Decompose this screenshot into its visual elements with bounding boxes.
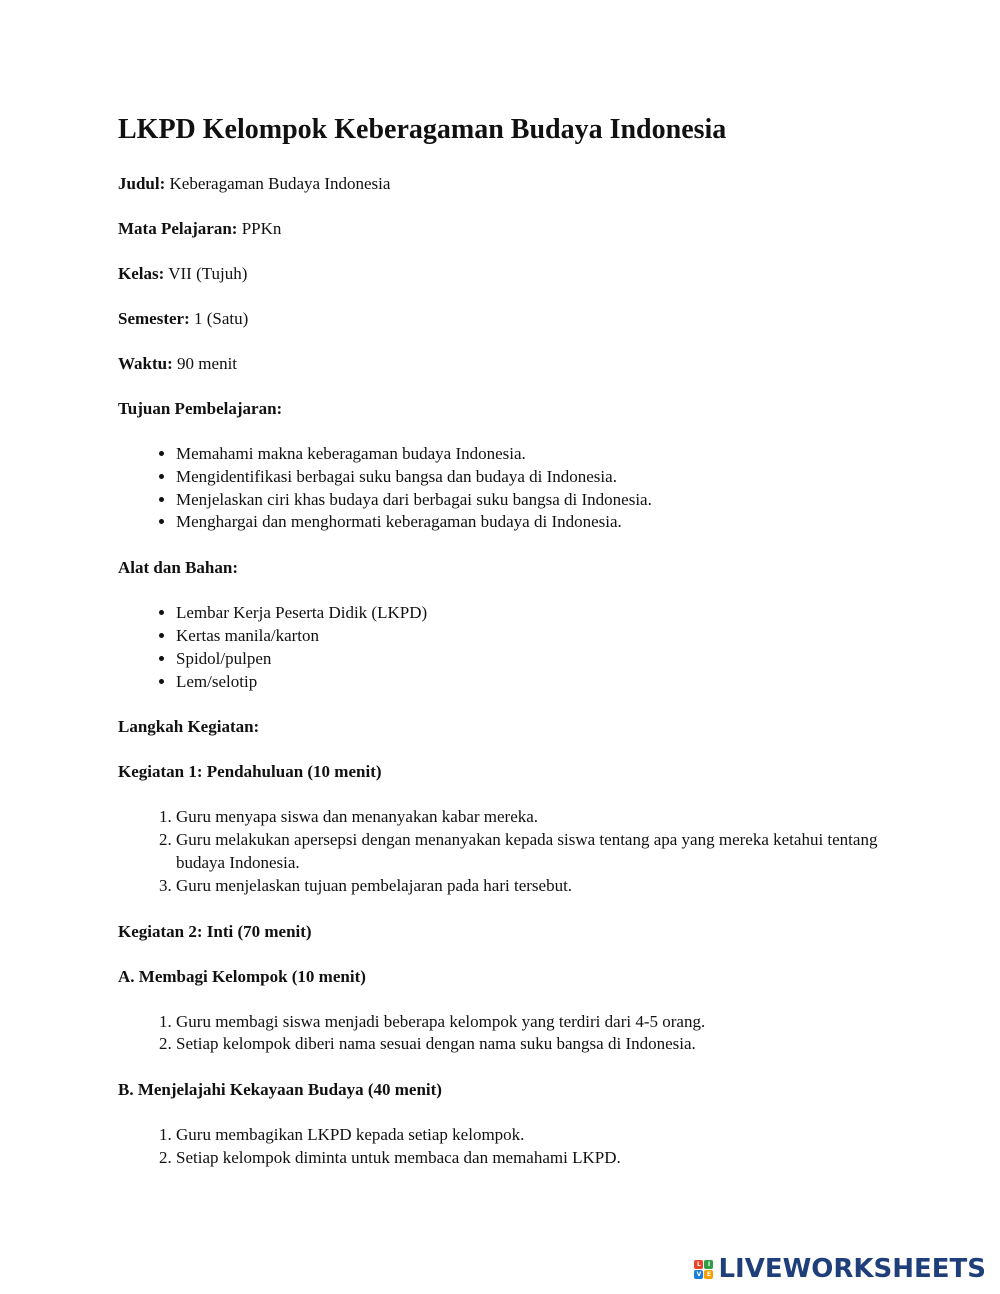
list-item: • Menghargai dan menghormati keberagaman budaya di Indonesia.	[176, 511, 878, 534]
field-label: Judul:	[118, 174, 166, 193]
list-item: • Menjelaskan ciri khas budaya dari berbagai suku bangsa di Indonesia.	[176, 489, 878, 512]
field-value: Keberagaman Budaya Indonesia	[165, 174, 391, 193]
logo-mark-cell: V	[694, 1270, 703, 1279]
list-item: 2. Guru melakukan apersepsi dengan menanyakan kepada siswa tentang apa yang mereka ketahui tentang budaya Indonesia.	[176, 829, 878, 875]
liveworksheets-logo	[694, 1254, 986, 1284]
section-a-list	[118, 1011, 878, 1057]
list-item: 2. Setiap kelompok diberi nama sesuai dengan nama suku bangsa di Indonesia.	[176, 1033, 878, 1056]
field-value: 90 menit	[172, 354, 238, 373]
logo-mark-cell: I	[704, 1260, 713, 1269]
langkah-heading: Langkah Kegiatan:	[118, 717, 260, 737]
alat-list	[118, 602, 878, 693]
tujuan-list	[118, 443, 878, 534]
field-kelas	[118, 263, 878, 285]
list-item: 1. Guru membagikan LKPD kepada setiap kelompok.	[176, 1124, 878, 1147]
field-value: VII (Tujuh)	[164, 264, 248, 283]
list-item: • Lembar Kerja Peserta Didik (LKPD)	[176, 602, 878, 625]
list-item: 3. Guru menjelaskan tujuan pembelajaran pada hari tersebut.	[176, 875, 878, 898]
list-item: 2. Setiap kelompok diminta untuk membaca dan memahami LKPD.	[176, 1147, 878, 1170]
field-judul	[118, 173, 878, 195]
section-b-list	[118, 1124, 878, 1170]
logo-mark-icon	[694, 1260, 713, 1279]
section-a-heading: A. Membagi Kelompok (10 menit)	[118, 966, 366, 986]
field-mata-pelajaran	[118, 218, 878, 240]
kegiatan1-list	[118, 806, 878, 897]
tujuan-heading: Tujuan Pembelajaran:	[118, 399, 283, 418]
field-label: Semester:	[118, 309, 190, 328]
alat-heading: Alat dan Bahan:	[118, 558, 238, 578]
kegiatan2-heading: Kegiatan 2: Inti (70 menit)	[118, 921, 312, 941]
list-item: • Memahami makna keberagaman budaya Indonesia.	[176, 443, 878, 466]
list-item: • Kertas manila/karton	[176, 625, 878, 648]
document-title: LKPD Kelompok Keberagaman Budaya Indonesia	[118, 114, 727, 145]
logo-mark-cell: E	[704, 1270, 713, 1279]
field-semester	[118, 308, 878, 330]
logo-mark-cell: L	[694, 1260, 703, 1269]
list-item: • Mengidentifikasi berbagai suku bangsa dan budaya di Indonesia.	[176, 466, 878, 489]
field-label: Kelas:	[118, 264, 165, 283]
kegiatan1-heading: Kegiatan 1: Pendahuluan (10 menit)	[118, 762, 382, 782]
section-b-heading: B. Menjelajahi Kekayaan Budaya (40 menit)	[118, 1080, 442, 1100]
list-item: • Lem/selotip	[176, 671, 878, 694]
list-item: • Spidol/pulpen	[176, 648, 878, 671]
field-label: Mata Pelajaran:	[118, 219, 238, 238]
list-item: 1. Guru membagi siswa menjadi beberapa kelompok yang terdiri dari 4-5 orang.	[176, 1011, 878, 1034]
field-value: 1 (Satu)	[189, 309, 249, 328]
document-page	[118, 112, 878, 1193]
list-item: 1. Guru menyapa siswa dan menanyakan kabar mereka.	[176, 806, 878, 829]
field-value: PPKn	[237, 219, 282, 238]
logo-text: LIVEWORKSHEETS	[718, 1254, 986, 1284]
field-label: Waktu:	[118, 354, 173, 373]
field-waktu	[118, 353, 878, 375]
